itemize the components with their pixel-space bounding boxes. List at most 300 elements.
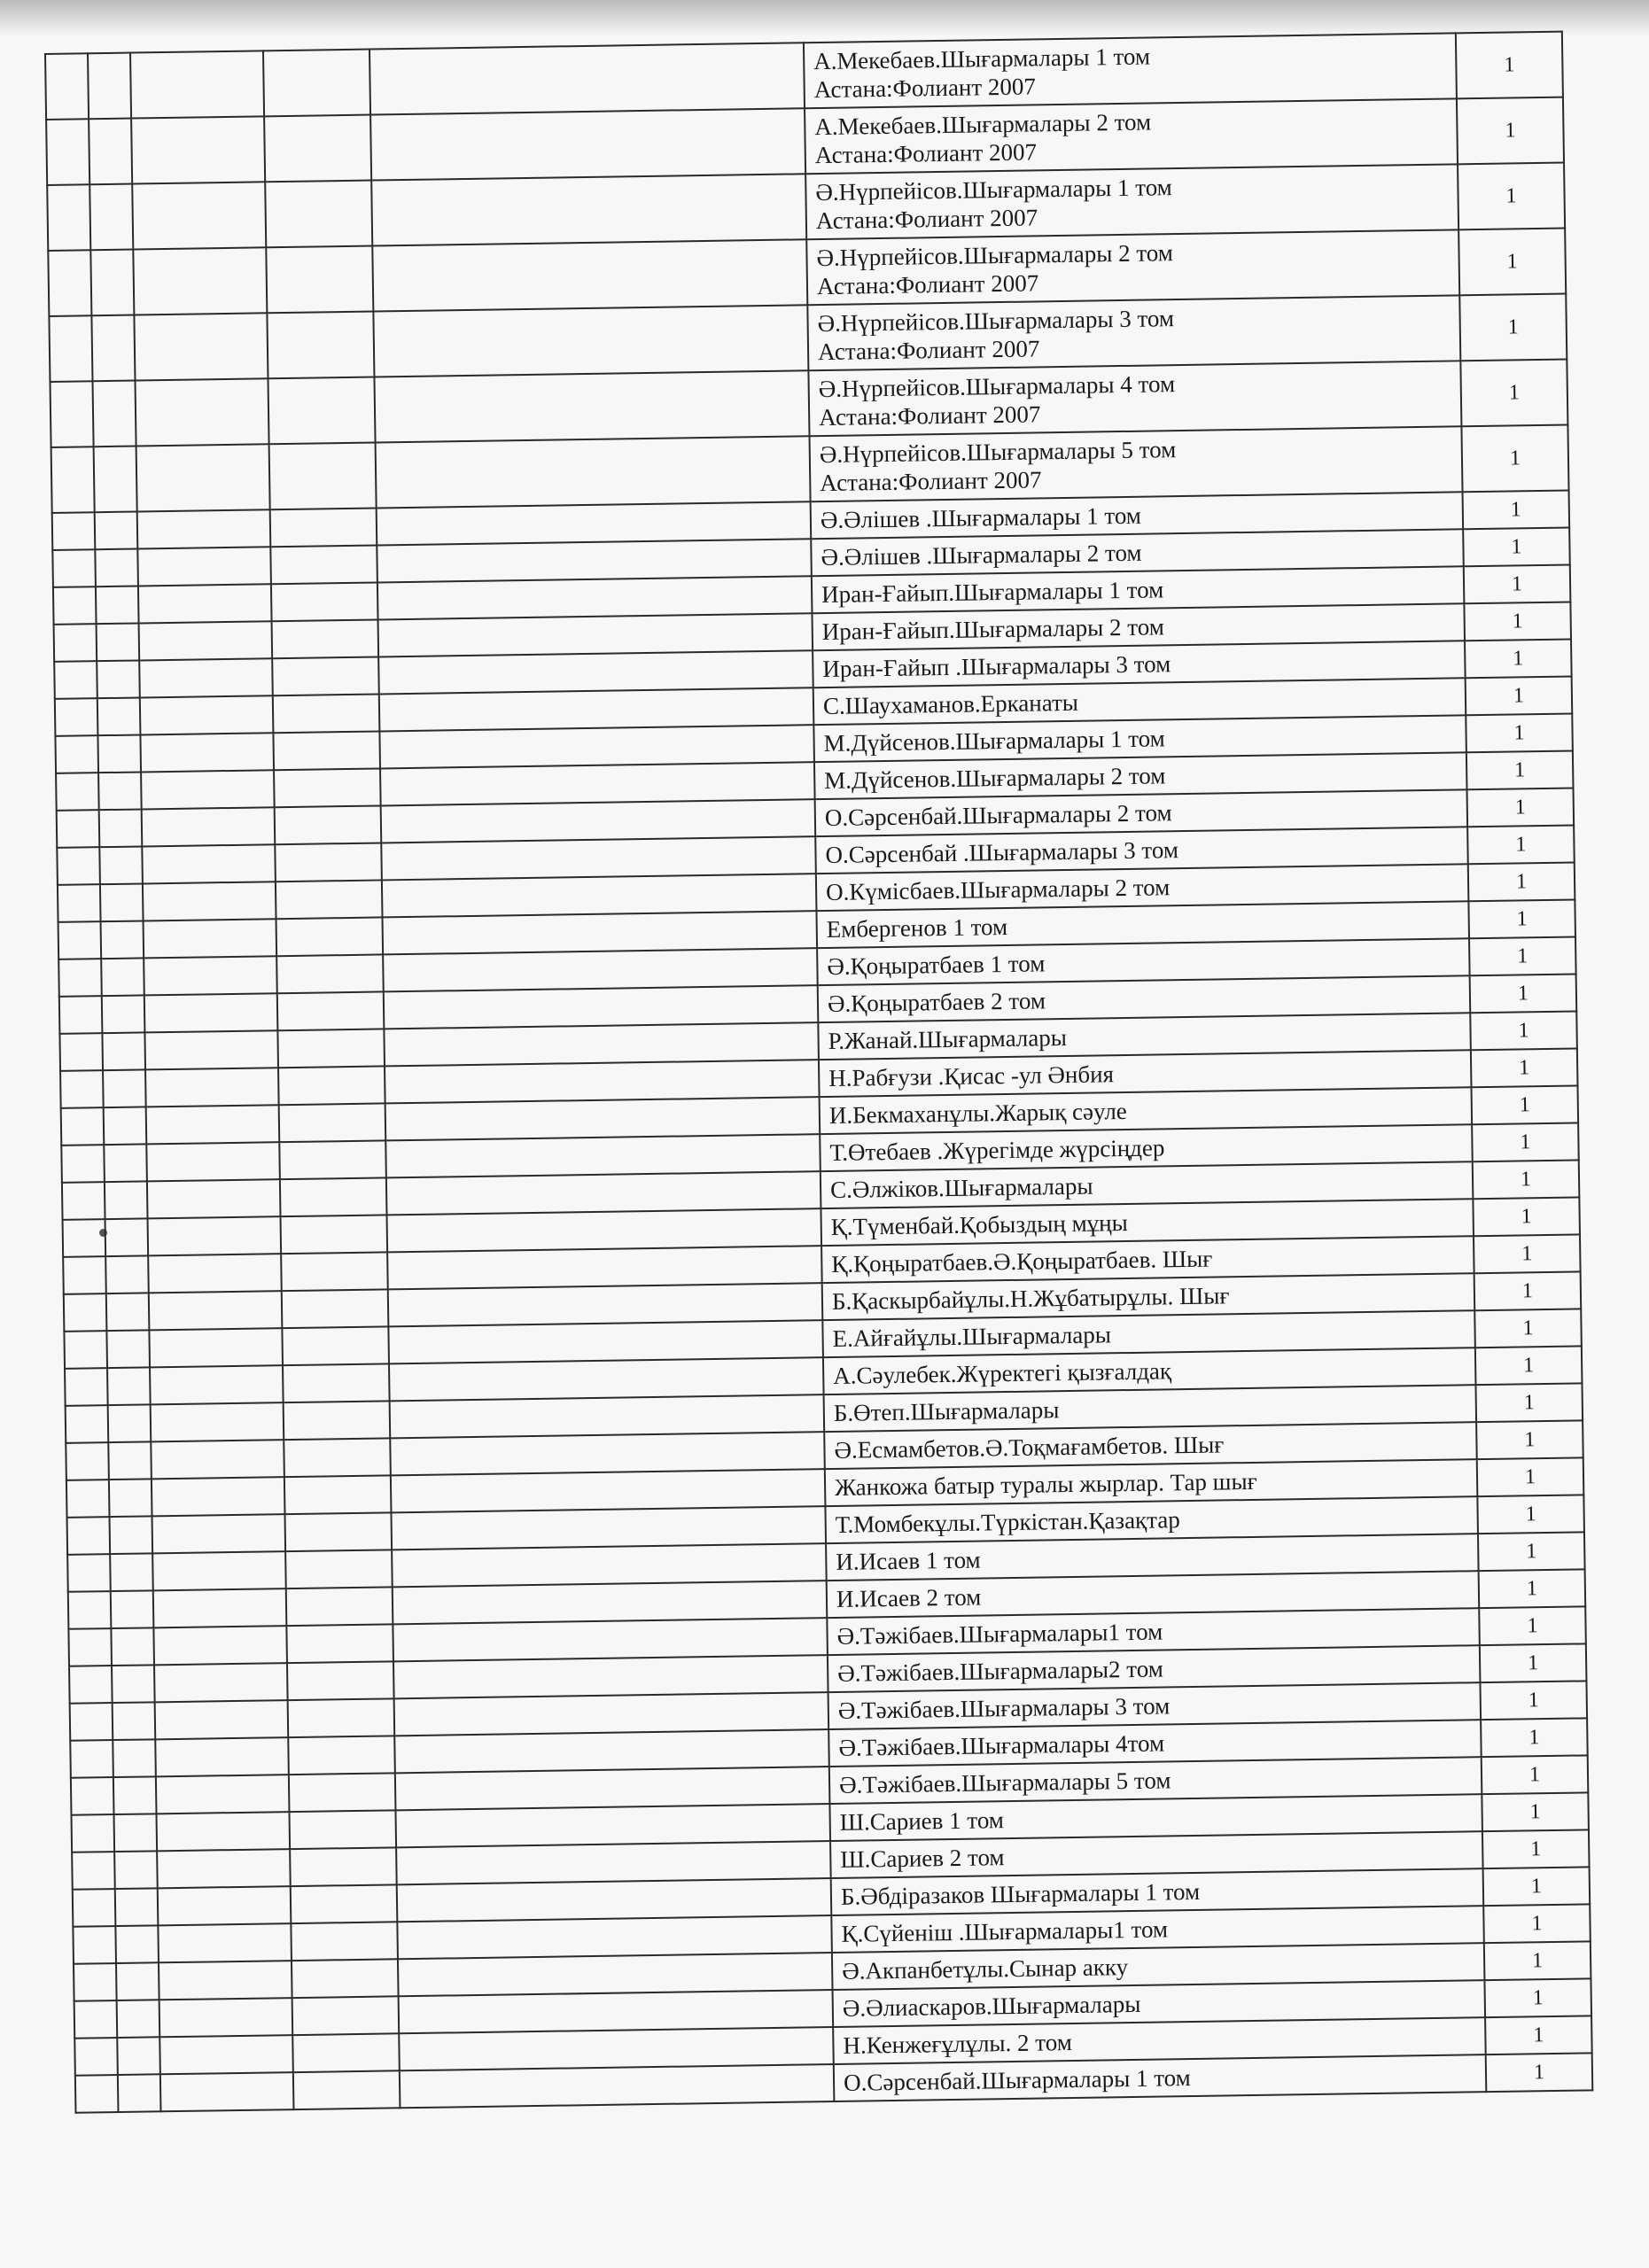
- empty-cell: [377, 501, 812, 545]
- empty-cell: [152, 1514, 286, 1553]
- empty-cell: [289, 1773, 396, 1812]
- empty-cell: [109, 1479, 152, 1517]
- empty-cell: [58, 884, 101, 922]
- empty-cell: [114, 1851, 158, 1889]
- empty-cell: [391, 1506, 826, 1550]
- empty-cell: [90, 250, 134, 316]
- quantity-cell: 1: [1461, 425, 1568, 493]
- empty-cell: [159, 1961, 292, 2000]
- empty-cell: [48, 250, 91, 316]
- empty-cell: [284, 1438, 391, 1477]
- empty-cell: [47, 184, 90, 251]
- empty-cell: [58, 959, 102, 997]
- empty-cell: [263, 50, 370, 117]
- empty-cell: [380, 762, 815, 805]
- empty-cell: [51, 381, 94, 447]
- empty-cell: [56, 773, 99, 811]
- empty-cell: [386, 1208, 821, 1252]
- quantity-cell: 1: [1474, 1271, 1582, 1310]
- empty-cell: [117, 2000, 160, 2038]
- book-title-cell: Ә.Әлиаскаров.Шығармалары: [833, 1980, 1486, 2027]
- empty-cell: [277, 1029, 385, 1068]
- empty-cell: [388, 1320, 823, 1363]
- empty-cell: [68, 1628, 112, 1666]
- book-title-cell: Ә.Тәжібаев.Шығармалары2 том: [828, 1645, 1481, 1692]
- empty-cell: [89, 119, 132, 185]
- empty-cell: [276, 917, 384, 956]
- empty-cell: [277, 991, 385, 1030]
- empty-cell: [142, 807, 276, 846]
- empty-cell: [157, 1849, 291, 1888]
- quantity-cell: 1: [1486, 2053, 1593, 2092]
- empty-cell: [292, 1959, 399, 1998]
- book-title-cell: Ә.Нүрпейісов.Шығармалары 5 том Астана:Фолиант 2007: [810, 426, 1463, 501]
- empty-cell: [268, 377, 375, 445]
- book-title-cell: М.Дүйсенов.Шығармалары 1 том: [813, 715, 1466, 762]
- empty-cell: [105, 1218, 149, 1256]
- empty-cell: [390, 1432, 825, 1475]
- empty-cell: [106, 1330, 150, 1368]
- empty-cell: [111, 1590, 154, 1628]
- empty-cell: [138, 584, 272, 623]
- empty-cell: [385, 1060, 820, 1103]
- empty-cell: [147, 1179, 281, 1218]
- quantity-cell: 1: [1481, 1718, 1588, 1757]
- empty-cell: [89, 184, 133, 251]
- empty-cell: [59, 1033, 103, 1071]
- empty-cell: [282, 1289, 389, 1328]
- empty-cell: [160, 2072, 294, 2111]
- empty-cell: [58, 921, 102, 959]
- empty-cell: [99, 809, 143, 847]
- book-title-cell: Ә.Тәжібаев.Шығармалары1 том: [827, 1608, 1480, 1655]
- quantity-cell: 1: [1464, 565, 1571, 604]
- empty-cell: [400, 2064, 835, 2108]
- quantity-cell: 1: [1484, 1978, 1591, 2017]
- empty-cell: [266, 246, 373, 314]
- book-title-cell: Иран-Ғайып.Шығармалары 2 том: [812, 603, 1465, 650]
- quantity-cell: 1: [1484, 1941, 1591, 1980]
- empty-cell: [134, 313, 268, 380]
- empty-cell: [384, 1022, 819, 1066]
- empty-cell: [289, 1810, 396, 1849]
- empty-cell: [144, 993, 278, 1032]
- book-title-cell: Ә.Әлішев .Шығармалары 2 том: [811, 529, 1464, 576]
- empty-cell: [113, 1739, 156, 1777]
- empty-cell: [399, 1990, 834, 2033]
- empty-cell: [65, 1368, 108, 1406]
- empty-cell: [69, 1666, 113, 1704]
- quantity-cell: 1: [1463, 491, 1570, 530]
- empty-cell: [291, 1884, 398, 1923]
- quantity-cell: 1: [1464, 602, 1571, 641]
- empty-cell: [269, 443, 377, 510]
- empty-cell: [152, 1477, 285, 1516]
- empty-cell: [292, 1996, 400, 2035]
- empty-cell: [67, 1517, 111, 1555]
- empty-cell: [389, 1357, 824, 1401]
- empty-cell: [381, 799, 816, 843]
- empty-cell: [98, 772, 142, 810]
- quantity-cell: 1: [1482, 1755, 1589, 1794]
- empty-cell: [284, 1512, 392, 1551]
- empty-cell: [106, 1293, 150, 1331]
- empty-cell: [385, 1134, 821, 1177]
- book-title-cell: С.Шаухаманов.Ерканаты: [813, 678, 1466, 725]
- empty-cell: [137, 547, 271, 586]
- empty-cell: [149, 1291, 283, 1330]
- quantity-cell: 1: [1476, 1420, 1583, 1459]
- empty-cell: [142, 844, 276, 883]
- quantity-cell: 1: [1479, 1606, 1586, 1645]
- empty-cell: [151, 1402, 284, 1441]
- empty-cell: [61, 1145, 105, 1183]
- empty-cell: [146, 1105, 280, 1144]
- book-title-cell: Қ.Сүйеніш .Шығармалары1 том: [831, 1906, 1484, 1953]
- empty-cell: [270, 508, 377, 547]
- book-title-cell: А.Мекебаев.Шығармалары 2 том Астана:Фолиант 2007: [805, 98, 1458, 174]
- empty-cell: [281, 1252, 388, 1291]
- empty-cell: [378, 650, 813, 694]
- empty-cell: [116, 1962, 159, 2000]
- empty-cell: [383, 948, 818, 991]
- empty-cell: [102, 1032, 145, 1070]
- empty-cell: [148, 1254, 282, 1293]
- empty-cell: [278, 1066, 385, 1105]
- empty-cell: [59, 996, 103, 1034]
- empty-cell: [96, 586, 139, 624]
- empty-cell: [394, 1729, 829, 1773]
- empty-cell: [74, 2000, 118, 2039]
- quantity-cell: 1: [1466, 677, 1573, 716]
- empty-cell: [114, 1814, 158, 1852]
- empty-cell: [284, 1475, 392, 1514]
- empty-cell: [104, 1144, 147, 1182]
- scan-top-shadow: [0, 0, 1649, 35]
- empty-cell: [111, 1627, 154, 1666]
- book-title-cell: Ә.Нүрпейісов.Шығармалары 4 том Астана:Фолиант 2007: [808, 361, 1461, 436]
- empty-cell: [97, 734, 141, 773]
- empty-cell: [73, 1926, 116, 1964]
- book-title-cell: Ә.Әлішев .Шығармалары 1 том: [811, 492, 1464, 539]
- empty-cell: [153, 1626, 287, 1665]
- empty-cell: [397, 1878, 832, 1922]
- empty-cell: [390, 1394, 825, 1438]
- empty-cell: [103, 1069, 146, 1107]
- empty-cell: [267, 312, 374, 379]
- quantity-cell: 1: [1466, 750, 1574, 789]
- empty-cell: [108, 1404, 152, 1442]
- quantity-cell: 1: [1467, 825, 1575, 864]
- empty-cell: [62, 1182, 105, 1220]
- empty-cell: [370, 108, 805, 180]
- book-title-cell: О.Сәрсенбай.Шығармалары 2 том: [815, 789, 1468, 836]
- empty-cell: [54, 661, 97, 699]
- quantity-cell: 1: [1467, 788, 1575, 827]
- empty-cell: [152, 1551, 286, 1590]
- empty-cell: [155, 1700, 289, 1739]
- book-title-cell: Ә.Қоңыратбаев 2 том: [818, 975, 1471, 1022]
- quantity-cell: 1: [1459, 294, 1567, 361]
- empty-cell: [144, 919, 277, 958]
- empty-cell: [63, 1256, 106, 1294]
- empty-cell: [108, 1441, 152, 1480]
- empty-cell: [139, 621, 273, 660]
- book-title-cell: Ә.Нүрпейісов.Шығармалары 1 том Астана:Фолиант 2007: [805, 164, 1458, 239]
- empty-cell: [74, 2038, 118, 2076]
- empty-cell: [373, 305, 808, 377]
- book-title-cell: Иран-Ғайып .Шығармалары 3 том: [813, 641, 1466, 687]
- book-title-cell: И.Исаев 1 том: [826, 1534, 1479, 1581]
- empty-cell: [281, 1215, 388, 1254]
- book-title-cell: Ә.Тәжібаев.Шығармалары 4том: [828, 1720, 1482, 1767]
- quantity-cell: 1: [1468, 862, 1575, 901]
- quantity-cell: 1: [1470, 974, 1577, 1013]
- empty-cell: [55, 735, 98, 773]
- empty-cell: [52, 512, 96, 550]
- empty-cell: [107, 1367, 151, 1405]
- quantity-cell: 1: [1477, 1495, 1584, 1534]
- empty-cell: [275, 805, 382, 844]
- empty-cell: [376, 436, 811, 508]
- book-title-cell: Иран-Ғайып.Шығармалары 1 том: [812, 566, 1465, 613]
- empty-cell: [151, 1440, 284, 1479]
- quantity-cell: 1: [1471, 1085, 1578, 1124]
- empty-cell: [283, 1363, 390, 1402]
- book-title-cell: С.Әлжіков.Шығармалары: [821, 1161, 1474, 1208]
- quantity-cell: 1: [1458, 163, 1565, 230]
- empty-cell: [285, 1550, 393, 1588]
- quantity-cell: 1: [1485, 2016, 1592, 2054]
- book-list-table: [44, 31, 1593, 2114]
- empty-cell: [154, 1663, 288, 1702]
- empty-cell: [393, 1581, 828, 1624]
- book-title-cell: Ембергенов 1 том: [816, 901, 1469, 948]
- quantity-cell: 1: [1471, 1048, 1578, 1087]
- book-title-cell: А.Мекебаев.Шығармалары 1 том Астана:Фолиант 2007: [804, 33, 1457, 108]
- quantity-cell: 1: [1477, 1457, 1584, 1496]
- empty-cell: [118, 2074, 161, 2112]
- empty-cell: [379, 687, 814, 731]
- empty-cell: [73, 1889, 116, 1927]
- quantity-cell: 1: [1482, 1829, 1590, 1868]
- book-title-cell: Е.Айғайұлы.Шығармалары: [822, 1310, 1475, 1357]
- empty-cell: [388, 1283, 823, 1326]
- empty-cell: [113, 1702, 156, 1740]
- empty-cell: [63, 1219, 106, 1257]
- book-title-cell: Ә.Акпанбетұлы.Сынар акку: [832, 1943, 1485, 1990]
- empty-cell: [64, 1331, 107, 1369]
- empty-cell: [104, 1107, 147, 1145]
- book-title-cell: Қ.Қоңыратбаев.Ә.Қоңыратбаев. Шығ: [821, 1236, 1474, 1283]
- empty-cell: [392, 1543, 827, 1587]
- book-title-cell: Р.Жанай.Шығармалары: [818, 1013, 1471, 1060]
- empty-cell: [115, 1888, 159, 1926]
- empty-cell: [158, 1886, 292, 1925]
- empty-cell: [88, 53, 131, 120]
- empty-cell: [143, 882, 276, 920]
- empty-cell: [140, 733, 274, 772]
- empty-cell: [397, 1915, 832, 1959]
- empty-cell: [53, 586, 97, 625]
- empty-cell: [290, 1847, 397, 1886]
- book-title-cell: Т.Момбекұлы.Түркістан.Қазақтар: [825, 1496, 1478, 1543]
- empty-cell: [288, 1698, 395, 1737]
- book-title-cell: Т.Өтебаев .Жүрегімде жүрсіңдер: [820, 1124, 1473, 1171]
- book-title-cell: Ш.Сариев 1 том: [829, 1794, 1482, 1841]
- empty-cell: [113, 1776, 157, 1814]
- empty-cell: [51, 447, 95, 513]
- empty-cell: [132, 182, 266, 249]
- quantity-cell: 1: [1473, 1197, 1580, 1236]
- empty-cell: [378, 613, 813, 656]
- empty-cell: [394, 1692, 829, 1736]
- empty-cell: [70, 1703, 113, 1741]
- quantity-cell: 1: [1483, 1904, 1591, 1943]
- empty-cell: [156, 1812, 290, 1851]
- empty-cell: [110, 1553, 153, 1591]
- quantity-cell: 1: [1466, 714, 1573, 753]
- empty-cell: [45, 53, 89, 120]
- empty-cell: [393, 1618, 828, 1661]
- empty-cell: [130, 50, 264, 118]
- empty-cell: [271, 582, 378, 621]
- empty-cell: [95, 512, 138, 550]
- empty-cell: [61, 1107, 105, 1146]
- quantity-cell: 1: [1472, 1122, 1579, 1161]
- empty-cell: [153, 1588, 287, 1627]
- empty-cell: [135, 378, 268, 446]
- empty-cell: [60, 1070, 104, 1108]
- empty-cell: [68, 1591, 112, 1629]
- empty-cell: [97, 697, 141, 735]
- empty-cell: [49, 315, 92, 382]
- empty-cell: [286, 1587, 393, 1626]
- empty-cell: [54, 624, 97, 662]
- empty-cell: [144, 1030, 278, 1069]
- book-title-cell: Ә.Есмамбетов.Ә.Тоқмағамбетов. Шығ: [824, 1422, 1477, 1469]
- empty-cell: [139, 658, 273, 697]
- empty-cell: [279, 1103, 386, 1142]
- book-title-cell: И.Бекмаханұлы.Жарық сәуле: [820, 1087, 1473, 1134]
- empty-cell: [92, 381, 136, 447]
- empty-cell: [137, 509, 271, 548]
- empty-cell: [282, 1326, 389, 1365]
- quantity-cell: 1: [1460, 360, 1567, 427]
- book-title-cell: Ә.Қоңыратбаев 1 том: [817, 938, 1470, 985]
- quantity-cell: 1: [1475, 1346, 1583, 1385]
- empty-cell: [393, 1655, 828, 1698]
- book-title-cell: Ә.Нүрпейісов.Шығармалары 2 том Астана:Фолиант 2007: [806, 229, 1459, 305]
- empty-cell: [66, 1442, 109, 1480]
- empty-cell: [158, 1923, 292, 1962]
- empty-cell: [377, 539, 812, 582]
- empty-cell: [101, 920, 144, 959]
- empty-cell: [52, 549, 96, 587]
- empty-cell: [55, 698, 98, 736]
- book-title-cell: О.Сәрсенбай .Шығармалары 3 том: [815, 827, 1468, 874]
- empty-cell: [286, 1624, 393, 1663]
- empty-cell: [280, 1177, 387, 1216]
- book-title-cell: Н.Рабғузи .Қисас -ул Әнбия: [819, 1050, 1472, 1097]
- quantity-cell: 1: [1468, 899, 1575, 938]
- empty-cell: [386, 1171, 821, 1215]
- quantity-cell: 1: [1473, 1160, 1580, 1199]
- empty-cell: [141, 770, 275, 809]
- book-title-cell: А.Сәулебек.Жүректегі қызғалдақ: [823, 1348, 1476, 1394]
- empty-cell: [102, 995, 145, 1033]
- empty-cell: [57, 847, 100, 885]
- empty-cell: [149, 1328, 283, 1367]
- empty-cell: [383, 911, 818, 954]
- empty-cell: [67, 1554, 111, 1592]
- quantity-cell: 1: [1469, 936, 1576, 975]
- empty-cell: [155, 1737, 289, 1776]
- empty-cell: [105, 1181, 148, 1219]
- empty-cell: [369, 43, 805, 114]
- empty-cell: [146, 1142, 280, 1181]
- empty-cell: [74, 1963, 117, 2001]
- empty-cell: [148, 1216, 282, 1255]
- empty-cell: [70, 1740, 113, 1778]
- book-title-cell: И.Исаев 2 том: [827, 1571, 1480, 1618]
- empty-cell: [273, 694, 380, 733]
- quantity-cell: 1: [1457, 97, 1564, 165]
- empty-cell: [374, 370, 809, 442]
- empty-cell: [72, 1852, 115, 1890]
- book-title-cell: Ә.Тәжібаев.Шығармалары 3 том: [828, 1682, 1482, 1729]
- empty-cell: [75, 2075, 119, 2113]
- empty-cell: [105, 1255, 149, 1293]
- empty-cell: [288, 1736, 395, 1775]
- quantity-cell: 1: [1463, 528, 1570, 567]
- empty-cell: [159, 2035, 293, 2074]
- quantity-cell: 1: [1465, 640, 1572, 679]
- empty-cell: [140, 695, 274, 734]
- empty-cell: [387, 1246, 822, 1289]
- empty-cell: [385, 1097, 821, 1140]
- empty-cell: [292, 2033, 400, 2072]
- quantity-cell: 1: [1458, 229, 1566, 296]
- empty-cell: [395, 1767, 830, 1810]
- book-title-cell: Жанкожа батыр туралы жырлар. Тар шығ: [825, 1459, 1478, 1506]
- book-title-cell: Б.Қаскырбайұлы.Н.Жұбатырұлы. Шығ: [822, 1273, 1475, 1320]
- empty-cell: [276, 954, 384, 993]
- empty-cell: [293, 2070, 401, 2109]
- book-title-cell: Ш.Сариев 2 том: [830, 1831, 1483, 1878]
- empty-cell: [284, 1401, 391, 1440]
- empty-cell: [94, 447, 137, 513]
- quantity-cell: 1: [1482, 1792, 1589, 1831]
- book-title-cell: Қ.Түменбай.Қобыздың мұңы: [821, 1199, 1474, 1246]
- empty-cell: [379, 725, 814, 768]
- empty-cell: [66, 1405, 109, 1443]
- quantity-cell: 1: [1478, 1532, 1585, 1571]
- empty-cell: [97, 623, 140, 661]
- empty-cell: [270, 545, 377, 584]
- quantity-cell: 1: [1470, 1011, 1577, 1050]
- empty-cell: [136, 444, 270, 511]
- empty-cell: [395, 1804, 830, 1847]
- book-title-cell: О.Күмісбаев.Шығармалары 2 том: [816, 864, 1469, 911]
- quantity-cell: 1: [1475, 1383, 1583, 1422]
- empty-cell: [71, 1777, 114, 1815]
- book-title-cell: Н.Кенжеғұлұлы. 2 том: [833, 2017, 1486, 2064]
- empty-cell: [382, 874, 817, 917]
- empty-cell: [110, 1516, 153, 1554]
- empty-cell: [377, 576, 813, 619]
- quantity-cell: 1: [1480, 1681, 1587, 1720]
